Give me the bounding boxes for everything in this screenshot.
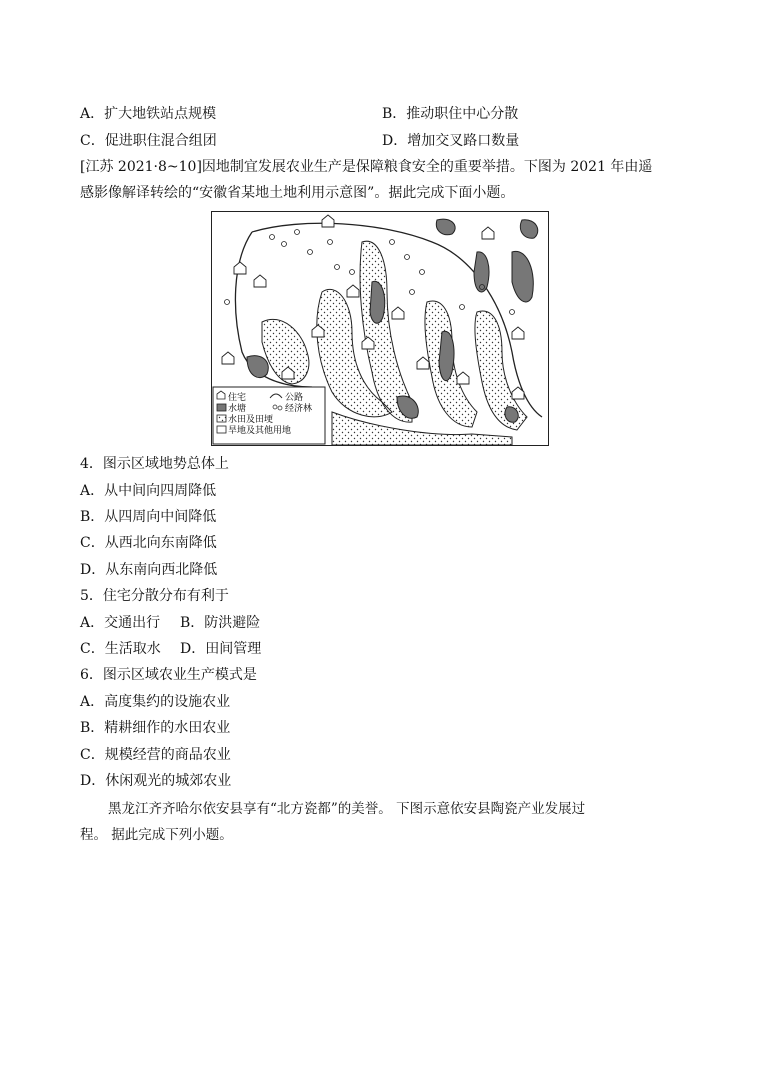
option-a: A．扩大地铁站点规模: [80, 106, 217, 122]
q5-option-b: B．防洪避险: [180, 615, 261, 631]
q6-option-d: D．休闲观光的城郊农业: [80, 773, 232, 789]
legend-dry: 旱地及其他用地: [228, 426, 292, 436]
q6-option-b: B．精耕细作的水田农业: [80, 720, 231, 736]
land-use-map-drawing: [212, 212, 548, 445]
q4-option-b: B．从四周向中间降低: [80, 509, 217, 525]
question-5-stem: 5．住宅分散分布有利于: [80, 588, 229, 604]
legend-pond: 水塘: [228, 404, 247, 414]
intro-line-2: 感影像解译转绘的“安徽省某地土地利用示意图”。据此完成下面小题。: [80, 185, 515, 201]
option-d: D．增加交叉路口数量: [382, 133, 520, 149]
land-use-map: [211, 211, 549, 446]
question-6-stem: 6．图示区域农业生产模式是: [80, 667, 257, 683]
q6-option-c: C．规模经营的商品农业: [80, 747, 231, 763]
option-b: B．推动职住中心分散: [382, 106, 519, 122]
legend-house: 住宅: [228, 393, 247, 403]
legend-forest: 经济林: [285, 404, 313, 414]
next-intro-line-1: 黑龙江齐齐哈尔依安县享有“北方瓷都”的美誉。 下图示意依安县陶瓷产业发展过: [108, 801, 586, 817]
option-c: C．促进职住混合组团: [80, 133, 217, 149]
legend-road: 公路: [285, 393, 304, 403]
question-4-stem: 4．图示区域地势总体上: [80, 456, 229, 472]
intro-line-1: [江苏 2021·8~10]因地制宜发展农业生产是保障粮食安全的重要举措。下图为 2021 年由遥: [80, 159, 653, 175]
q4-option-a: A．从中间向四周降低: [80, 483, 217, 499]
next-intro-line-2: 程。 据此完成下列小题。: [80, 827, 233, 843]
legend-paddy: 水田及田埂: [228, 415, 274, 425]
q5-option-c: C．生活取水: [80, 641, 161, 657]
q6-option-a: A．高度集约的设施农业: [80, 694, 231, 710]
q4-option-c: C．从西北向东南降低: [80, 535, 217, 551]
q4-option-d: D．从东南向西北降低: [80, 562, 218, 578]
q5-option-a: A．交通出行: [80, 615, 161, 631]
q5-option-d: D．田间管理: [180, 641, 262, 657]
